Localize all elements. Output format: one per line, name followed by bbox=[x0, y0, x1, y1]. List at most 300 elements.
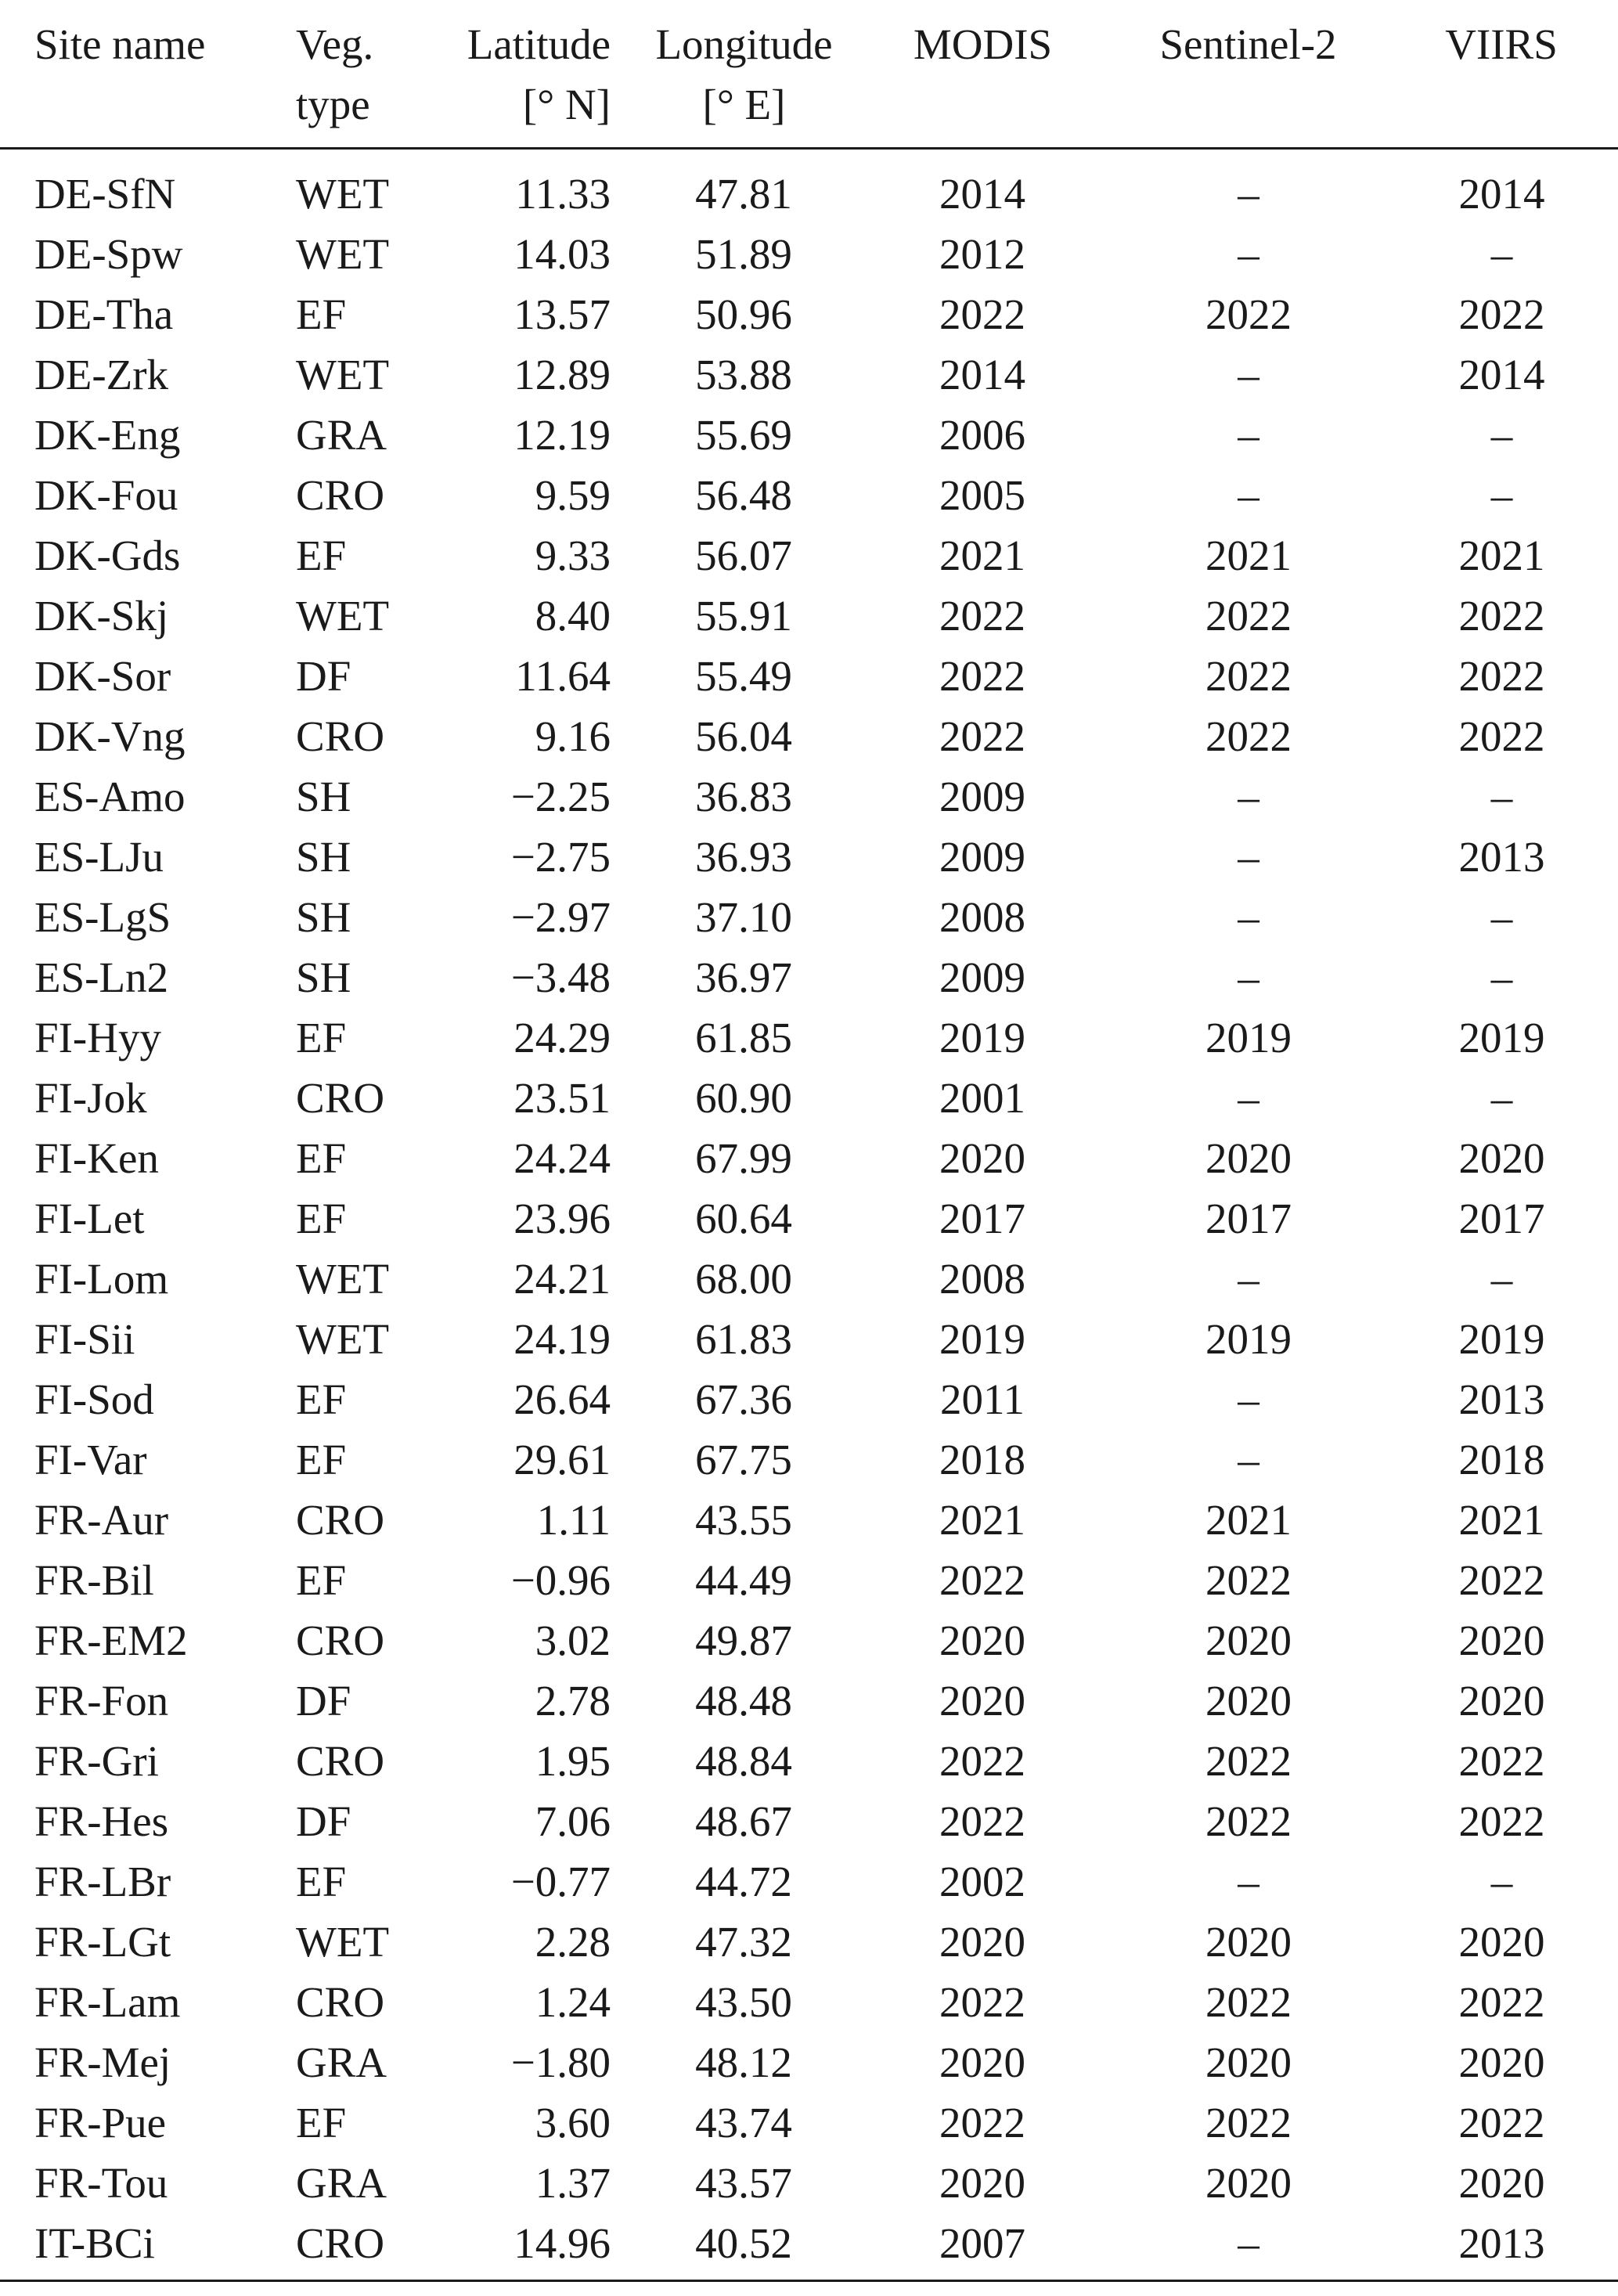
cell-viirs: – bbox=[1490, 411, 1513, 459]
cell-longitude: 60.90 bbox=[695, 1074, 792, 1122]
cell-longitude: 36.97 bbox=[695, 953, 792, 1001]
cell-longitude: 37.10 bbox=[695, 893, 792, 941]
cell-longitude: 67.75 bbox=[695, 1436, 792, 1483]
cell-latitude: 7.06 bbox=[535, 1797, 611, 1845]
cell-site-name: DE-Spw bbox=[34, 230, 183, 278]
cell-viirs: 2020 bbox=[1458, 2159, 1545, 2207]
cell-veg-type: EF bbox=[296, 1134, 347, 1182]
cell-veg-type: GRA bbox=[296, 2159, 387, 2207]
table-row bbox=[0, 1007, 1618, 1068]
cell-site-name: ES-LJu bbox=[34, 833, 164, 881]
cell-site-name: FI-Let bbox=[34, 1195, 145, 1242]
cell-site-name: FI-Hyy bbox=[34, 1014, 161, 1061]
cell-modis: 2002 bbox=[939, 1858, 1025, 1905]
cell-site-name: FI-Sod bbox=[34, 1375, 154, 1423]
header-latitude-line1: Latitude bbox=[467, 20, 611, 68]
cell-veg-type: WET bbox=[296, 351, 390, 398]
table-row bbox=[0, 1671, 1618, 1731]
cell-sentinel-2: – bbox=[1238, 1074, 1259, 1122]
cell-modis: 2021 bbox=[939, 532, 1025, 579]
header-modis-label: MODIS bbox=[913, 20, 1053, 68]
cell-viirs: 2013 bbox=[1370, 2213, 1618, 2281]
cell-sentinel-2: 2022 bbox=[1205, 2099, 1292, 2146]
cell-latitude: −0.96 bbox=[510, 1556, 611, 1604]
cell-modis: 2007 bbox=[885, 2213, 1127, 2281]
table-row bbox=[0, 827, 1618, 887]
cell-veg-type: EF bbox=[296, 1556, 347, 1604]
cell-site-name: FR-Tou bbox=[34, 2159, 168, 2207]
cell-veg-type: WET bbox=[296, 1255, 390, 1303]
cell-latitude: 9.33 bbox=[535, 532, 611, 579]
table-row bbox=[0, 1731, 1618, 1791]
header-longitude-line1: Longitude bbox=[655, 20, 833, 68]
cell-longitude: 43.74 bbox=[695, 2099, 792, 2146]
cell-site-name: FR-LBr bbox=[34, 1858, 171, 1905]
cell-longitude: 50.96 bbox=[695, 290, 792, 338]
cell-latitude: 2.78 bbox=[535, 1677, 611, 1725]
cell-modis: 2022 bbox=[939, 290, 1025, 338]
cell-modis: 2019 bbox=[939, 1014, 1025, 1061]
cell-modis: 2020 bbox=[939, 2159, 1025, 2207]
cell-sentinel-2: 2020 bbox=[1205, 1918, 1292, 1966]
cell-longitude: 47.81 bbox=[695, 170, 792, 218]
cell-longitude: 51.89 bbox=[695, 230, 792, 278]
cell-modis: 2022 bbox=[939, 1556, 1025, 1604]
cell-viirs: – bbox=[1490, 773, 1513, 820]
cell-longitude: 56.04 bbox=[695, 712, 792, 760]
cell-modis: 2018 bbox=[939, 1436, 1025, 1483]
header-latitude bbox=[415, 0, 642, 149]
cell-viirs: 2022 bbox=[1458, 652, 1545, 700]
cell-latitude: 9.59 bbox=[535, 471, 611, 519]
cell-modis: 2021 bbox=[939, 1496, 1025, 1544]
cell-longitude: 36.83 bbox=[695, 773, 792, 820]
cell-viirs: 2020 bbox=[1458, 1617, 1545, 1664]
table-row bbox=[0, 887, 1618, 947]
cell-latitude: −1.80 bbox=[510, 2038, 611, 2086]
cell-latitude: −2.75 bbox=[510, 833, 611, 881]
cell-longitude: 36.93 bbox=[695, 833, 792, 881]
cell-longitude: 68.00 bbox=[695, 1255, 792, 1303]
cell-sentinel-2: – bbox=[1238, 170, 1259, 218]
cell-viirs: 2017 bbox=[1458, 1195, 1545, 1242]
cell-latitude: 29.61 bbox=[514, 1436, 611, 1483]
cell-viirs: 2019 bbox=[1458, 1014, 1545, 1061]
cell-site-name: FI-Sii bbox=[34, 1315, 135, 1363]
cell-sentinel-2: 2020 bbox=[1205, 1617, 1292, 1664]
cell-latitude: 11.64 bbox=[515, 652, 611, 700]
cell-viirs: 2019 bbox=[1458, 1315, 1545, 1363]
cell-modis: 2009 bbox=[939, 773, 1025, 820]
table-row bbox=[0, 2153, 1618, 2213]
cell-longitude: 47.32 bbox=[695, 1918, 792, 1966]
table-row bbox=[0, 525, 1618, 586]
cell-veg-type: DF bbox=[296, 652, 351, 700]
cell-sentinel-2: – bbox=[1238, 411, 1259, 459]
cell-sentinel-2: 2017 bbox=[1205, 1195, 1292, 1242]
table-row bbox=[0, 405, 1618, 465]
table-row bbox=[0, 149, 1618, 225]
header-longitude bbox=[642, 0, 885, 149]
table-row bbox=[0, 1068, 1618, 1128]
cell-longitude: 40.52 bbox=[642, 2213, 885, 2281]
table-row bbox=[0, 1128, 1618, 1188]
cell-latitude: 1.24 bbox=[535, 1978, 611, 2026]
table-row bbox=[0, 1972, 1618, 2032]
cell-longitude: 43.50 bbox=[695, 1978, 792, 2026]
cell-modis: 2014 bbox=[939, 351, 1025, 398]
cell-latitude: 14.03 bbox=[514, 230, 611, 278]
cell-viirs: 2022 bbox=[1458, 1978, 1545, 2026]
cell-modis: 2006 bbox=[939, 411, 1025, 459]
cell-latitude: 12.19 bbox=[514, 411, 611, 459]
cell-site-name: DK-Eng bbox=[34, 411, 181, 459]
cell-modis: 2020 bbox=[939, 1918, 1025, 1966]
cell-sentinel-2: 2020 bbox=[1205, 1134, 1292, 1182]
cell-modis: 2017 bbox=[939, 1195, 1025, 1242]
cell-site-name: DE-Zrk bbox=[34, 351, 169, 398]
table-row bbox=[0, 1188, 1618, 1249]
table-row bbox=[0, 947, 1618, 1007]
cell-latitude: 13.57 bbox=[514, 290, 611, 338]
cell-longitude: 60.64 bbox=[695, 1195, 792, 1242]
cell-sentinel-2: – bbox=[1127, 2213, 1370, 2281]
cell-longitude: 43.57 bbox=[695, 2159, 792, 2207]
cell-site-name: DE-Tha bbox=[34, 290, 174, 338]
table-row bbox=[0, 1429, 1618, 1490]
cell-latitude: 23.51 bbox=[514, 1074, 611, 1122]
cell-viirs: 2022 bbox=[1458, 712, 1545, 760]
cell-sentinel-2: 2021 bbox=[1205, 532, 1292, 579]
cell-latitude: 14.96 bbox=[415, 2213, 642, 2281]
table-row bbox=[0, 646, 1618, 706]
table-row bbox=[0, 766, 1618, 827]
header-modis bbox=[885, 0, 1127, 149]
cell-viirs: 2021 bbox=[1458, 1496, 1545, 1544]
cell-veg-type: EF bbox=[296, 1436, 347, 1483]
cell-site-name: IT-BCi bbox=[0, 2213, 282, 2281]
table-row bbox=[0, 2213, 1618, 2281]
cell-latitude: −2.97 bbox=[510, 893, 611, 941]
cell-veg-type: CRO bbox=[296, 1737, 385, 1785]
cell-latitude: 12.89 bbox=[514, 351, 611, 398]
cell-site-name: DK-Fou bbox=[34, 471, 178, 519]
cell-modis: 2009 bbox=[939, 953, 1025, 1001]
cell-veg-type: EF bbox=[296, 1858, 347, 1905]
cell-sentinel-2: – bbox=[1238, 773, 1259, 820]
cell-longitude: 44.72 bbox=[695, 1858, 792, 1905]
cell-sentinel-2: 2022 bbox=[1205, 592, 1292, 640]
cell-site-name: DE-SfN bbox=[34, 170, 176, 218]
cell-modis: 2022 bbox=[939, 592, 1025, 640]
cell-latitude: 24.21 bbox=[514, 1255, 611, 1303]
cell-viirs: – bbox=[1490, 230, 1513, 278]
cell-modis: 2011 bbox=[940, 1375, 1025, 1423]
cell-latitude: 11.33 bbox=[515, 170, 611, 218]
cell-site-name: FR-Aur bbox=[34, 1496, 169, 1544]
cell-site-name: FR-EM2 bbox=[34, 1617, 188, 1664]
cell-sentinel-2: 2022 bbox=[1205, 1797, 1292, 1845]
cell-veg-type: CRO bbox=[296, 471, 385, 519]
cell-longitude: 43.55 bbox=[695, 1496, 792, 1544]
cell-veg-type: EF bbox=[296, 290, 347, 338]
cell-veg-type: EF bbox=[296, 1375, 347, 1423]
cell-latitude: 24.29 bbox=[514, 1014, 611, 1061]
cell-modis: 2022 bbox=[939, 2099, 1025, 2146]
cell-veg-type: CRO bbox=[296, 1617, 385, 1664]
cell-viirs: 2022 bbox=[1458, 1737, 1545, 1785]
cell-latitude: 9.16 bbox=[535, 712, 611, 760]
table-row bbox=[0, 1791, 1618, 1851]
cell-sentinel-2: 2022 bbox=[1205, 652, 1292, 700]
cell-latitude: 1.11 bbox=[536, 1496, 611, 1544]
cell-sentinel-2: 2020 bbox=[1205, 1677, 1292, 1725]
table-row bbox=[0, 2032, 1618, 2092]
cell-veg-type: WET bbox=[296, 1315, 390, 1363]
table-row bbox=[0, 224, 1618, 284]
cell-longitude: 61.85 bbox=[695, 1014, 792, 1061]
cell-sentinel-2: 2020 bbox=[1205, 2159, 1292, 2207]
header-site-name-line1: Site name bbox=[34, 20, 206, 68]
cell-viirs: – bbox=[1490, 471, 1513, 519]
cell-veg-type: CRO bbox=[296, 1074, 385, 1122]
cell-modis: 2020 bbox=[939, 1617, 1025, 1664]
header-longitude-unit: [° E] bbox=[702, 81, 786, 128]
table-row bbox=[0, 1309, 1618, 1369]
table-row bbox=[0, 2092, 1618, 2153]
cell-viirs: 2013 bbox=[1458, 1375, 1545, 1423]
cell-site-name: FR-Hes bbox=[34, 1797, 169, 1845]
cell-viirs: – bbox=[1490, 1074, 1513, 1122]
cell-latitude: −0.77 bbox=[510, 1858, 611, 1905]
cell-modis: 2008 bbox=[939, 893, 1025, 941]
cell-viirs: 2013 bbox=[1458, 833, 1545, 881]
cell-longitude: 56.48 bbox=[695, 471, 792, 519]
cell-viirs: 2020 bbox=[1458, 1677, 1545, 1725]
header-veg-type bbox=[282, 0, 415, 149]
cell-veg-type: DF bbox=[296, 1677, 351, 1725]
cell-site-name: ES-Ln2 bbox=[34, 953, 169, 1001]
cell-site-name: FI-Ken bbox=[34, 1134, 159, 1182]
cell-longitude: 48.12 bbox=[695, 2038, 792, 2086]
cell-site-name: FI-Var bbox=[34, 1436, 147, 1483]
cell-site-name: DK-Vng bbox=[34, 712, 186, 760]
cell-longitude: 67.99 bbox=[695, 1134, 792, 1182]
cell-modis: 2020 bbox=[939, 2038, 1025, 2086]
cell-latitude: −2.25 bbox=[510, 773, 611, 820]
cell-sentinel-2: – bbox=[1238, 230, 1259, 278]
cell-latitude: 3.02 bbox=[535, 1617, 611, 1664]
cell-veg-type: GRA bbox=[296, 2038, 387, 2086]
cell-veg-type: CRO bbox=[282, 2213, 415, 2281]
cell-veg-type: EF bbox=[296, 1014, 347, 1061]
header-veg-type-line1: Veg. bbox=[296, 20, 374, 68]
cell-site-name: FR-Lam bbox=[34, 1978, 181, 2026]
cell-sentinel-2: – bbox=[1238, 953, 1259, 1001]
cell-modis: 2012 bbox=[939, 230, 1025, 278]
cell-latitude: 23.96 bbox=[514, 1195, 611, 1242]
cell-veg-type: WET bbox=[296, 230, 390, 278]
cell-sentinel-2: 2020 bbox=[1205, 2038, 1292, 2086]
cell-modis: 2008 bbox=[939, 1255, 1025, 1303]
cell-sentinel-2: – bbox=[1238, 893, 1259, 941]
header-sentinel-2-label: Sentinel-2 bbox=[1159, 20, 1337, 68]
cell-viirs: 2022 bbox=[1458, 1556, 1545, 1604]
cell-longitude: 55.91 bbox=[695, 592, 792, 640]
cell-viirs: 2022 bbox=[1458, 2099, 1545, 2146]
cell-viirs: 2020 bbox=[1458, 2038, 1545, 2086]
cell-modis: 2020 bbox=[939, 1134, 1025, 1182]
cell-veg-type: WET bbox=[296, 170, 390, 218]
cell-sentinel-2: 2019 bbox=[1205, 1014, 1292, 1061]
table-row bbox=[0, 344, 1618, 405]
cell-latitude: −3.48 bbox=[510, 953, 611, 1001]
cell-longitude: 48.67 bbox=[695, 1797, 792, 1845]
header-viirs-label: VIIRS bbox=[1445, 20, 1558, 68]
cell-veg-type: EF bbox=[296, 532, 347, 579]
header-sentinel-2 bbox=[1127, 0, 1370, 149]
header-viirs bbox=[1370, 0, 1618, 149]
cell-viirs: 2022 bbox=[1458, 1797, 1545, 1845]
cell-veg-type: EF bbox=[296, 2099, 347, 2146]
cell-veg-type: DF bbox=[296, 1797, 351, 1845]
cell-sentinel-2: – bbox=[1238, 471, 1259, 519]
cell-viirs: 2022 bbox=[1458, 290, 1545, 338]
cell-modis: 2022 bbox=[939, 1978, 1025, 2026]
cell-viirs: – bbox=[1490, 1858, 1513, 1905]
cell-latitude: 8.40 bbox=[535, 592, 611, 640]
table-row bbox=[0, 1912, 1618, 1972]
cell-sentinel-2: 2022 bbox=[1205, 1556, 1292, 1604]
cell-longitude: 44.49 bbox=[695, 1556, 792, 1604]
cell-modis: 2009 bbox=[939, 833, 1025, 881]
cell-sentinel-2: – bbox=[1238, 351, 1259, 398]
cell-modis: 2001 bbox=[939, 1074, 1025, 1122]
cell-site-name: FR-Mej bbox=[34, 2038, 171, 2086]
cell-veg-type: SH bbox=[296, 893, 351, 941]
cell-veg-type: WET bbox=[296, 1918, 390, 1966]
cell-modis: 2022 bbox=[939, 1737, 1025, 1785]
cell-longitude: 53.88 bbox=[695, 351, 792, 398]
cell-site-name: FR-Gri bbox=[34, 1737, 159, 1785]
cell-viirs: 2021 bbox=[1458, 532, 1545, 579]
cell-veg-type: CRO bbox=[296, 1496, 385, 1544]
cell-longitude: 49.87 bbox=[695, 1617, 792, 1664]
cell-site-name: ES-LgS bbox=[34, 893, 171, 941]
table-row bbox=[0, 706, 1618, 766]
cell-site-name: FR-Fon bbox=[34, 1677, 169, 1725]
cell-viirs: – bbox=[1490, 893, 1513, 941]
cell-latitude: 26.64 bbox=[514, 1375, 611, 1423]
cell-sentinel-2: – bbox=[1238, 1375, 1259, 1423]
cell-site-name: FR-Pue bbox=[34, 2099, 167, 2146]
table-row bbox=[0, 1550, 1618, 1610]
cell-veg-type: SH bbox=[296, 953, 351, 1001]
cell-longitude: 55.69 bbox=[695, 411, 792, 459]
cell-modis: 2019 bbox=[939, 1315, 1025, 1363]
cell-latitude: 3.60 bbox=[535, 2099, 611, 2146]
cell-sentinel-2: 2022 bbox=[1205, 290, 1292, 338]
cell-latitude: 24.24 bbox=[514, 1134, 611, 1182]
header-row bbox=[0, 0, 1618, 149]
cell-viirs: 2022 bbox=[1458, 592, 1545, 640]
cell-longitude: 61.83 bbox=[695, 1315, 792, 1363]
table-header bbox=[0, 0, 1618, 149]
cell-site-name: ES-Amo bbox=[34, 773, 186, 820]
cell-viirs: – bbox=[1490, 953, 1513, 1001]
cell-modis: 2022 bbox=[939, 1797, 1025, 1845]
cell-veg-type: CRO bbox=[296, 712, 385, 760]
cell-modis: 2022 bbox=[939, 652, 1025, 700]
cell-site-name: DK-Skj bbox=[34, 592, 169, 640]
cell-sentinel-2: 2022 bbox=[1205, 1978, 1292, 2026]
cell-viirs: 2018 bbox=[1458, 1436, 1545, 1483]
cell-veg-type: SH bbox=[296, 773, 351, 820]
cell-site-name: FR-LGt bbox=[34, 1918, 171, 1966]
cell-modis: 2005 bbox=[939, 471, 1025, 519]
cell-sentinel-2: 2022 bbox=[1205, 1737, 1292, 1785]
cell-longitude: 48.84 bbox=[695, 1737, 792, 1785]
cell-modis: 2014 bbox=[939, 170, 1025, 218]
cell-sentinel-2: – bbox=[1238, 833, 1259, 881]
table-row bbox=[0, 1369, 1618, 1429]
cell-site-name: DK-Gds bbox=[34, 532, 181, 579]
cell-sentinel-2: – bbox=[1238, 1858, 1259, 1905]
cell-longitude: 67.36 bbox=[695, 1375, 792, 1423]
cell-modis: 2020 bbox=[939, 1677, 1025, 1725]
header-veg-type-line2: type bbox=[296, 81, 370, 128]
cell-site-name: FI-Jok bbox=[34, 1074, 147, 1122]
cell-veg-type: SH bbox=[296, 833, 351, 881]
cell-sentinel-2: – bbox=[1238, 1436, 1259, 1483]
cell-sentinel-2: 2019 bbox=[1205, 1315, 1292, 1363]
header-latitude-unit: [° N] bbox=[522, 81, 611, 128]
cell-viirs: 2014 bbox=[1458, 351, 1545, 398]
cell-sentinel-2: 2022 bbox=[1205, 712, 1292, 760]
cell-longitude: 48.48 bbox=[695, 1677, 792, 1725]
table-row bbox=[0, 1490, 1618, 1550]
table-body bbox=[0, 149, 1618, 2281]
cell-viirs: 2020 bbox=[1458, 1134, 1545, 1182]
cell-latitude: 24.19 bbox=[514, 1315, 611, 1363]
table-row bbox=[0, 1610, 1618, 1671]
table-row bbox=[0, 284, 1618, 344]
cell-veg-type: WET bbox=[296, 592, 390, 640]
cell-site-name: DK-Sor bbox=[34, 652, 171, 700]
cell-modis: 2022 bbox=[939, 712, 1025, 760]
cell-latitude: 1.37 bbox=[535, 2159, 611, 2207]
cell-longitude: 55.49 bbox=[695, 652, 792, 700]
cell-sentinel-2: 2021 bbox=[1205, 1496, 1292, 1544]
table-row bbox=[0, 1249, 1618, 1309]
cell-veg-type: CRO bbox=[296, 1978, 385, 2026]
cell-veg-type: EF bbox=[296, 1195, 347, 1242]
cell-longitude: 56.07 bbox=[695, 532, 792, 579]
cell-latitude: 1.95 bbox=[535, 1737, 611, 1785]
cell-viirs: 2014 bbox=[1458, 170, 1545, 218]
table-row bbox=[0, 1851, 1618, 1912]
cell-site-name: FI-Lom bbox=[34, 1255, 169, 1303]
cell-veg-type: GRA bbox=[296, 411, 387, 459]
cell-site-name: FR-Bil bbox=[34, 1556, 154, 1604]
table-row bbox=[0, 586, 1618, 646]
table-row bbox=[0, 465, 1618, 525]
cell-sentinel-2: – bbox=[1238, 1255, 1259, 1303]
cell-viirs: – bbox=[1490, 1255, 1513, 1303]
cell-latitude: 2.28 bbox=[535, 1918, 611, 1966]
header-site-name bbox=[0, 0, 282, 149]
cell-viirs: 2020 bbox=[1458, 1918, 1545, 1966]
